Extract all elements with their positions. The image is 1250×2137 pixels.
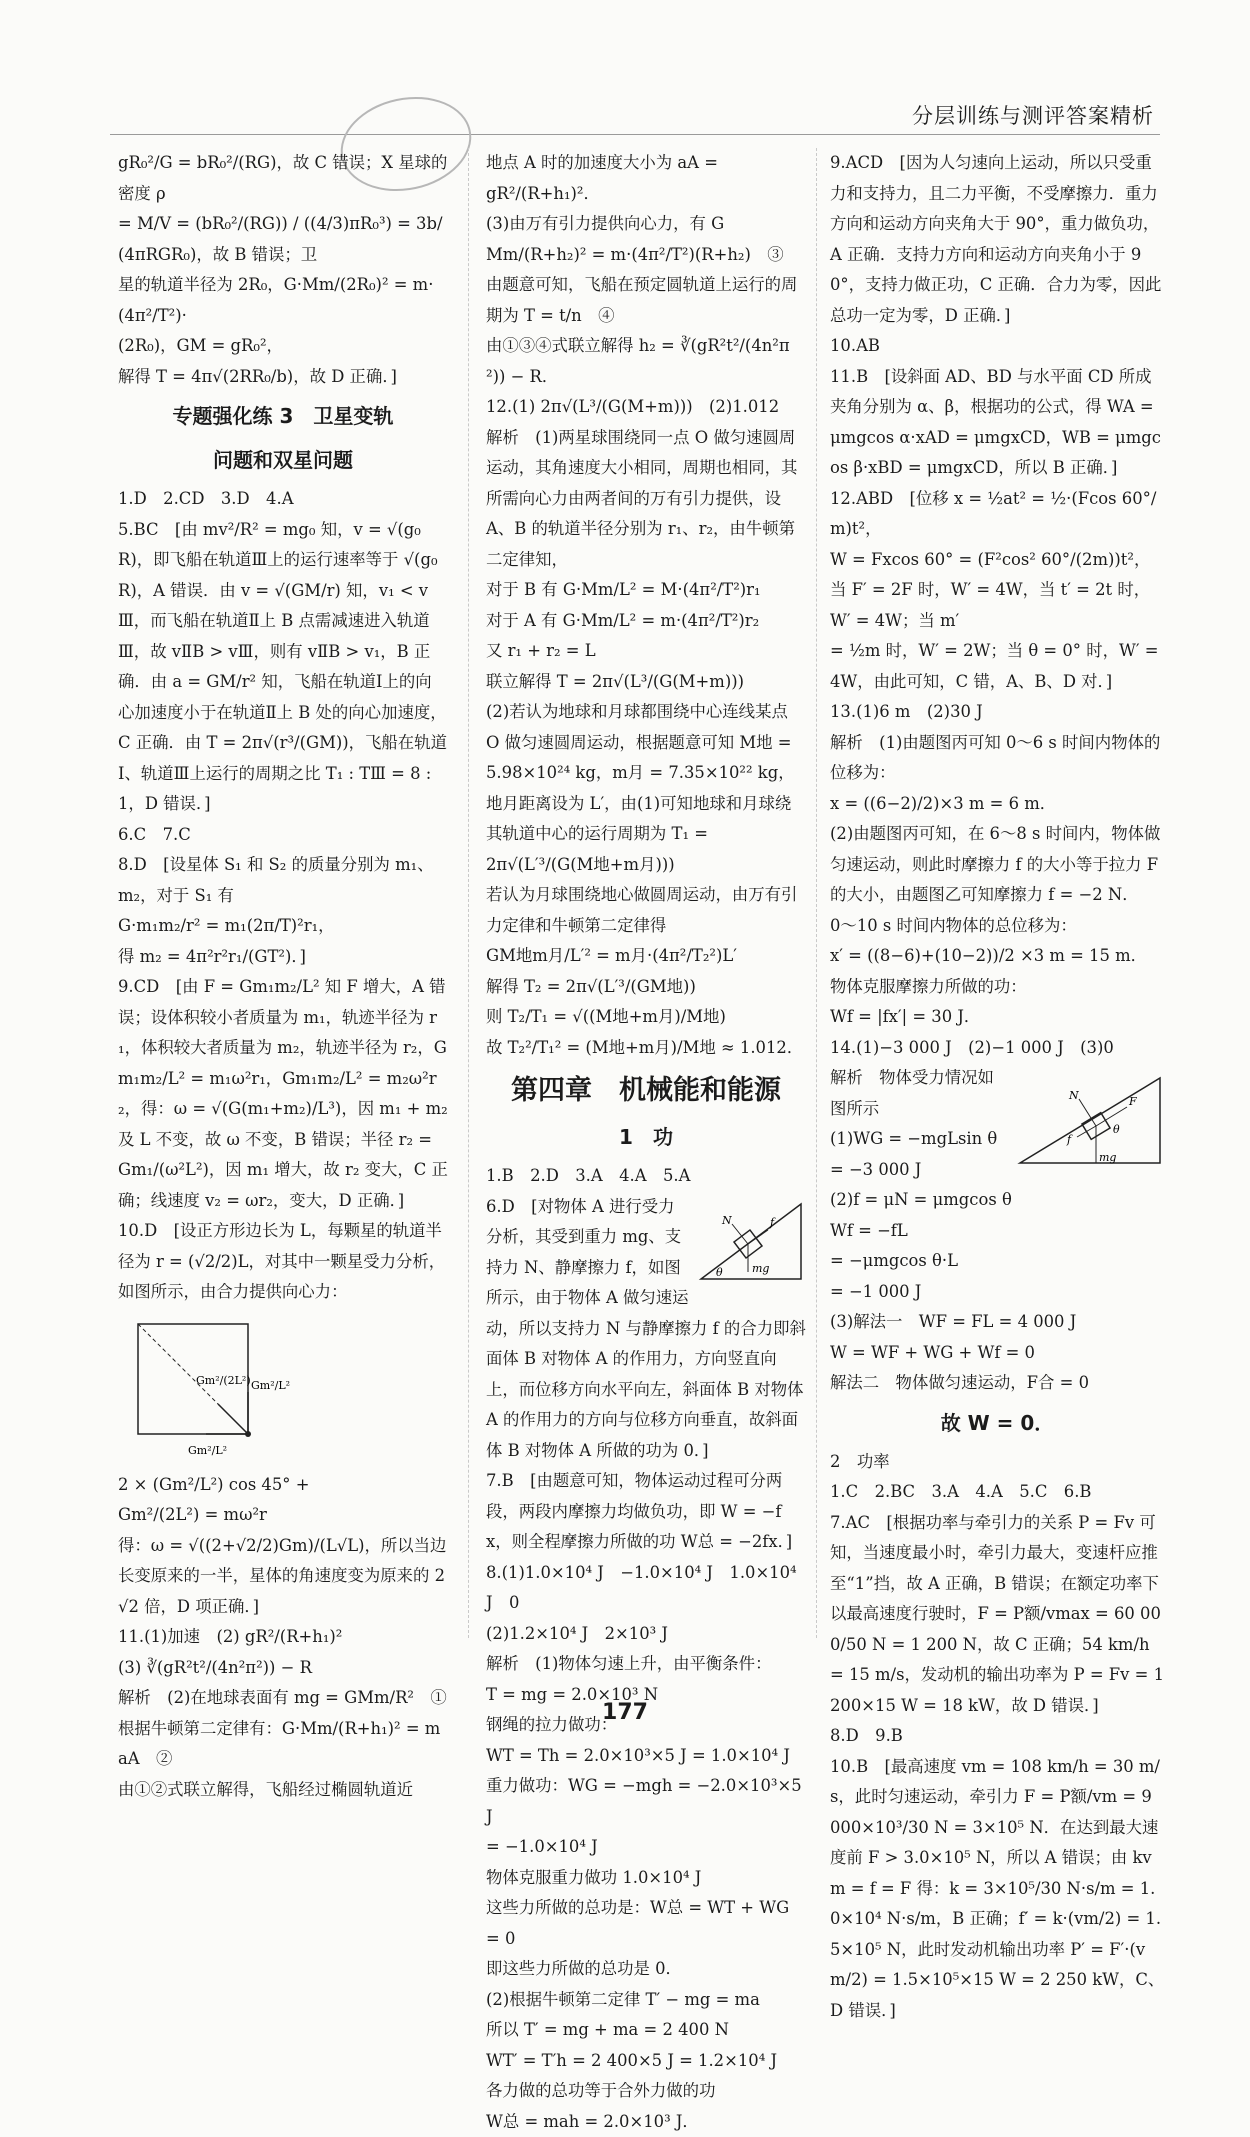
- answer-line: 2 功率: [830, 1447, 1165, 1478]
- equation-line: 对于 B 有 G·Mm/L² = M·(4π²/T²)r₁: [486, 575, 806, 606]
- answer-line: 13.(1)6 m (2)30 J: [830, 697, 1165, 728]
- equation-line: WT = Th = 2.0×10³×5 J = 1.0×10⁴ J: [486, 1741, 806, 1772]
- answer-line: (3) ∛(gR²t²/(4n²π²)) − R: [118, 1653, 448, 1684]
- column-divider: [468, 148, 469, 1638]
- equation-line: (1)WG = −mgLsin θ: [830, 1124, 1165, 1155]
- text-line: 若认为月球围绕地心做圆周运动，由万有引力定律和牛顿第二定律得: [486, 880, 806, 941]
- text-line: = M/V = (bR₀²/(RG)) / ((4/3)πR₀³) = 3b/(4πRGR₀)，故 B 错误；卫: [118, 209, 448, 270]
- answer-paragraph: 1.C 2.BC 3.A 4.A 5.C 6.B: [830, 1477, 1165, 1508]
- equation-line: = −1.0×10⁴ J: [486, 1832, 806, 1863]
- equation-line: 故 T₂²/T₁² = (M地+m月)/M地 ≈ 1.012．: [486, 1033, 806, 1064]
- equation-line: 联立解得 T = 2π√(L³/(G(M+m))): [486, 667, 806, 698]
- equation-line: 对于 A 有 G·Mm/L² = m·(4π²/T²)r₂: [486, 606, 806, 637]
- answer-line: = ½m 时，W′ = 2W；当 θ = 0° 时，W′ =: [830, 636, 1165, 667]
- text-line: 地点 A 时的加速度大小为 aA =: [486, 148, 806, 179]
- section-heading: 专题强化练 3 卫星变轨: [118, 396, 448, 436]
- answer-paragraph: 10.D [设正方形边长为 L，每颗星的轨道半径为 r = (√2/2)L，对其中一颗星受力分析，如图所示，由合力提供向心力：: [118, 1216, 448, 1308]
- text-line: gR₀²/G = bR₀²/(RG)，故 C 错误；X 星球的密度 ρ: [118, 148, 448, 209]
- figure-label: N: [1068, 1089, 1079, 1102]
- equation-line: (2)根据牛顿第二定律 T′ − mg = ma: [486, 1985, 806, 2016]
- equation-line: W总 = mah = 2.0×10³ J．: [486, 2107, 806, 2137]
- figure-label: mg: [752, 1262, 769, 1275]
- answer-paragraph: 8.D 9.B: [830, 1721, 1165, 1752]
- text-line: 解析 (1)物体匀速上升，由平衡条件：: [486, 1649, 806, 1680]
- equation-line: 则 T₂/T₁ = √((M地+m月)/M地): [486, 1002, 806, 1033]
- equation-line: G·m₁m₂/r² = m₁(2π/T)²r₁，: [118, 911, 448, 942]
- figure-label: Gm²/L²: [251, 1379, 290, 1392]
- text-line: 由题意可知，飞船在预定圆轨道上运行的周期为 T = t/n ④: [486, 270, 806, 331]
- text-line: 解析 物体受力情况如图所示: [830, 1063, 1165, 1124]
- header-rule: [110, 134, 1160, 135]
- equation-line: x′ = ((8−6)+(10−2))/2 ×3 m = 15 m．: [830, 941, 1165, 972]
- equation-line: 重力做功：WG = −mgh = −2.0×10³×5 J: [486, 1771, 806, 1832]
- equation-line: WT′ = T′h = 2 400×5 J = 1.2×10⁴ J: [486, 2046, 806, 2077]
- section-heading: 1 功: [486, 1117, 806, 1157]
- text-line: 0～10 s 时间内物体的总位移为：: [830, 911, 1165, 942]
- equation-line: 解得 T₂ = 2π√(L′³/(GM地)): [486, 972, 806, 1003]
- equation-line: 得 m₂ = 4π²r²r₁/(GT²)．]: [118, 942, 448, 973]
- column-divider: [816, 148, 817, 1638]
- figure-label: F: [1128, 1095, 1137, 1108]
- answer-line: 4W，由此可知，C 错，A、B、D 对．]: [830, 667, 1165, 698]
- figure-label: N: [721, 1214, 732, 1227]
- answer-line: 12.(1) 2π√(L³/(G(M+m))) (2)1.012: [486, 392, 806, 423]
- page-header-title: 分层训练与测评答案精析: [912, 100, 1154, 130]
- text-line: gR²/(R+h₁)²．: [486, 179, 806, 210]
- figure-label: f: [1066, 1133, 1073, 1146]
- answer-line: 7.AC [根据功率与牵引力的关系 P = Fv 可知，当速度最小时，牵引力最大，变速杆应推至“1”挡，故 A 正确，B 错误；在额定功率下以最高速度行驶时，F = P额/vmax = 60 000/50 N = 1 200 N，故 C 正确；54 km/h = 15 m/s，发动机的输出功率为 P = Fv = 1 200×15 W = 18 kW，故 D 错误．]: [830, 1508, 1165, 1722]
- equation-line: T = mg = 2.0×10³ N: [486, 1680, 806, 1711]
- answer-paragraph: 5.BC [由 mv²/R² = mg₀ 知，v = √(g₀R)，即飞船在轨道Ⅲ上的运行速率等于 √(g₀R)，A 错误．由 v = √(GM/r) 知，v₁ < vⅢ，而飞船在轨道Ⅱ上 B 点需减速进入轨道Ⅲ，故 vⅡB > vⅢ，则有 vⅡB > v₁，B 正确．由 a = GM/r² 知，飞船在轨道Ⅰ上的向心加速度小于在轨道Ⅱ上 B 处的向心加速度，C 正确．由 T = 2π√(r³/(GM))，飞船在轨道Ⅰ、轨道Ⅲ上运行的周期之比 T₁ : TⅢ = 8 : 1，D 错误．]: [118, 515, 448, 820]
- answer-line: W = Fxcos 60° = (F²cos² 60°/(2m))t²，当 F′ = 2F 时，W′ = 4W，当 t′ = 2t 时，W′ = 4W；当 m′: [830, 545, 1165, 637]
- section-heading: 故 W = 0．: [830, 1403, 1165, 1443]
- text-line: 物体克服摩擦力所做的功：: [830, 972, 1165, 1003]
- equation-line: 2 × (Gm²/L²) cos 45° +: [118, 1470, 448, 1501]
- equation-line: Wf = |fx′| = 30 J．: [830, 1002, 1165, 1033]
- answer-paragraph: 10.B [最高速度 vm = 108 km/h = 30 m/s，此时匀速运动，牵引力 F = P额/vm = 9 000×10³/30 N = 3×10⁵ N．在达到最大速度前 F > 3.0×10⁵ N，所以 A 错误；由 kvm = f = F 得：k = 3×10⁵/30 N·s/m = 1.0×10⁴ N·s/m，B 正确；f′ = k·(vm/2) = 1.5×10⁵ N，此时发动机输出功率 P′ = F′·(vm/2) = 1.5×10⁵×15 W = 2 250 kW，C、D 错误．]: [830, 1752, 1165, 2027]
- figure-label: Gm²/L²: [188, 1444, 227, 1457]
- answer-line: (2)1.2×10⁴ J 2×10³ J: [486, 1619, 806, 1650]
- figure-label: Gm²/(2L²): [196, 1374, 251, 1387]
- answer-line: 12.ABD [位移 x = ½at² = ½·(Fcos 60°/m)t²，: [830, 484, 1165, 545]
- square-stars-figure: [118, 1314, 268, 1464]
- equation-line: = −μmgcos θ·L: [830, 1246, 1165, 1277]
- answer-line: 1.B 2.D 3.A 4.A 5.A: [486, 1161, 806, 1192]
- answer-paragraph: 9.CD [由 F = Gm₁m₂/L² 知 F 增大，A 错误；设体积较小者质量为 m₁，轨迹半径为 r₁，体积较大者质量为 m₂，轨迹半径为 r₂，Gm₁m₂/L² = m₁ω²r₁，Gm₁m₂/L² = m₂ω²r₂，得：ω = √(G(m₁+m₂)/L³)，因 m₁ + m₂ 及 L 不变，故 ω 不变，B 错误；半径 r₂ = Gm₁/(ω²L²)，因 m₁ 增大，故 r₂ 变大，C 正确；线速度 v₂ = ωr₂，变大，D 正确．]: [118, 972, 448, 1216]
- equation-line: 由①③④式联立解得 h₂ = ∛(gR²t²/(4n²π²)) − R．: [486, 331, 806, 392]
- text-line: 解法二 物体做匀速运动，F合 = 0: [830, 1368, 1165, 1399]
- answer-line: 10.AB: [830, 331, 1165, 362]
- text-line: 钢绳的拉力做功：: [486, 1710, 806, 1741]
- equation-line: Gm²/(2L²) = mω²r: [118, 1500, 448, 1531]
- incline-figure-a: [696, 1194, 806, 1284]
- equation-line: Wf = −fL: [830, 1216, 1165, 1247]
- chapter-heading: 第四章 机械能和能源: [486, 1069, 806, 1113]
- text-line: 解析 (1)由题图丙可知 0～6 s 时间内物体的位移为：: [830, 728, 1165, 789]
- text-line: 即这些力所做的总功是 0．: [486, 1954, 806, 1985]
- equation-line: x = ((6−2)/2)×3 m = 6 m．: [830, 789, 1165, 820]
- figure-label: f: [769, 1216, 776, 1229]
- answer-line: 1.D 2.CD 3.D 4.A: [118, 484, 448, 515]
- equation-line: 解析 (2)在地球表面有 mg = GMm/R² ①: [118, 1683, 448, 1714]
- figure-label: θ: [1113, 1123, 1120, 1136]
- answer-line: 6.C 7.C: [118, 820, 448, 851]
- equation-line: GM地m月/L′² = m月·(4π²/T₂²)L′: [486, 941, 806, 972]
- equation-line: 所以 T′ = mg + ma = 2 400 N: [486, 2015, 806, 2046]
- equation-line: 又 r₁ + r₂ = L: [486, 636, 806, 667]
- answer-line: 14.(1)−3 000 J (2)−1 000 J (3)0: [830, 1033, 1165, 1064]
- text-line: 解得 T = 4π√(2RR₀/b)，故 D 正确．]: [118, 362, 448, 393]
- equation-line: (2)f = μN = μmgcos θ: [830, 1185, 1165, 1216]
- column-1: [118, 148, 448, 1805]
- equation-line: W = WF + WG + Wf = 0: [830, 1338, 1165, 1369]
- text-line: (2R₀)，GM = gR₀²，: [118, 331, 448, 362]
- text-line: 星的轨道半径为 2R₀，G·Mm/(2R₀)² = m·(4π²/T²)·: [118, 270, 448, 331]
- text-line: 这些力所做的总功是：W总 = WT + WG = 0: [486, 1893, 806, 1954]
- equation-line: = −1 000 J: [830, 1277, 1165, 1308]
- answer-paragraph: 得：ω = √((2+√2/2)Gm)/(L√L)，所以当边长变原来的一半，星体的角速度变为原来的 2√2 倍，D 项正确．]: [118, 1531, 448, 1623]
- section-heading: 问题和双星问题: [118, 440, 448, 480]
- answer-paragraph: 9.ACD [因为人匀速向上运动，所以只受重力和支持力，且二力平衡，不受摩擦力．重力方向和运动方向夹角大于 90°，重力做负功，A 正确．支持力方向和运动方向夹角小于 90°，支持力做正功，C 正确．合力为零，因此总功一定为零，D 正确．]: [830, 148, 1165, 331]
- column-3: [830, 148, 1165, 2026]
- equation-line: 2π√(L′³/(G(M地+m月))): [486, 850, 806, 881]
- answer-paragraph: 11.B [设斜面 AD、BD 与水平面 CD 所成夹角分别为 α、β，根据功的公式，得 WA = μmgcos α·xAD = μmgxCD，WB = μmgcos β·xBD = μmgxCD，所以 B 正确．]: [830, 362, 1165, 484]
- figure-label: θ: [716, 1266, 723, 1279]
- equation-line: (3)解法一 WF = FL = 4 000 J: [830, 1307, 1165, 1338]
- answer-paragraph: 8.D [设星体 S₁ 和 S₂ 的质量分别为 m₁、m₂，对于 S₁ 有: [118, 850, 448, 911]
- answer-paragraph: (2)若认为地球和月球都围绕中心连线某点 O 做匀速圆周运动，根据题意可知 M地 = 5.98×10²⁴ kg，m月 = 7.35×10²² kg，地月距离设为 L′，由(1)可知地球和月球绕其轨道中心的运行周期为 T₁ =: [486, 697, 806, 850]
- answer-line: 11.(1)加速 (2) gR²/(R+h₁)²: [118, 1622, 448, 1653]
- incline-figure-b: [1015, 1063, 1165, 1173]
- page-number: 177: [0, 1700, 1250, 1725]
- answer-paragraph: 6.D [对物体 A 进行受力分析，其受到重力 mg、支持力 N、静摩擦力 f，如图所示，由于物体 A 做匀速运动，所以支持力 N 与静摩擦力 f 的合力即斜面体 B 对物体 A 的作用力，方向竖直向上，而位移方向水平向左，斜面体 B 对物体 A 的作用力的方向与位移方向垂直，故斜面体 B 对物体 A 所做的功为 0．]: [486, 1192, 806, 1467]
- answer-paragraph: 解析 (1)两星球围绕同一点 O 做匀速圆周运动，其角速度大小相同，周期也相同，其所需向心力由两者间的万有引力提供，设 A、B 的轨道半径分别为 r₁、r₂，由牛顿第二定律知，: [486, 423, 806, 576]
- equation-line: = −3 000 J: [830, 1155, 1165, 1186]
- equation-line: 根据牛顿第二定律有：G·Mm/(R+h₁)² = maA ②: [118, 1714, 448, 1775]
- equation-line: Mm/(R+h₂)² = m·(4π²/T²)(R+h₂) ③: [486, 240, 806, 271]
- figure-label: mg: [1099, 1151, 1116, 1164]
- column-2: [486, 148, 806, 2137]
- text-line: 物体克服重力做功 1.0×10⁴ J: [486, 1863, 806, 1894]
- text-line: (3)由万有引力提供向心力，有 G: [486, 209, 806, 240]
- answer-paragraph: 7.B [由题意可知，物体运动过程可分两段，两段内摩擦力均做负功，即 W = −fx，则全程摩擦力所做的功 W总 = −2fx．]: [486, 1466, 806, 1558]
- text-line: 各力做的总功等于合外力做的功: [486, 2076, 806, 2107]
- text-line: (2)由题图丙可知，在 6～8 s 时间内，物体做匀速运动，则此时摩擦力 f 的大小等于拉力 F 的大小，由题图乙可知摩擦力 f = −2 N．: [830, 819, 1165, 911]
- answer-line: 8.(1)1.0×10⁴ J −1.0×10⁴ J 1.0×10⁴ J 0: [486, 1558, 806, 1619]
- text-line: 由①②式联立解得，飞船经过椭圆轨道近: [118, 1775, 448, 1806]
